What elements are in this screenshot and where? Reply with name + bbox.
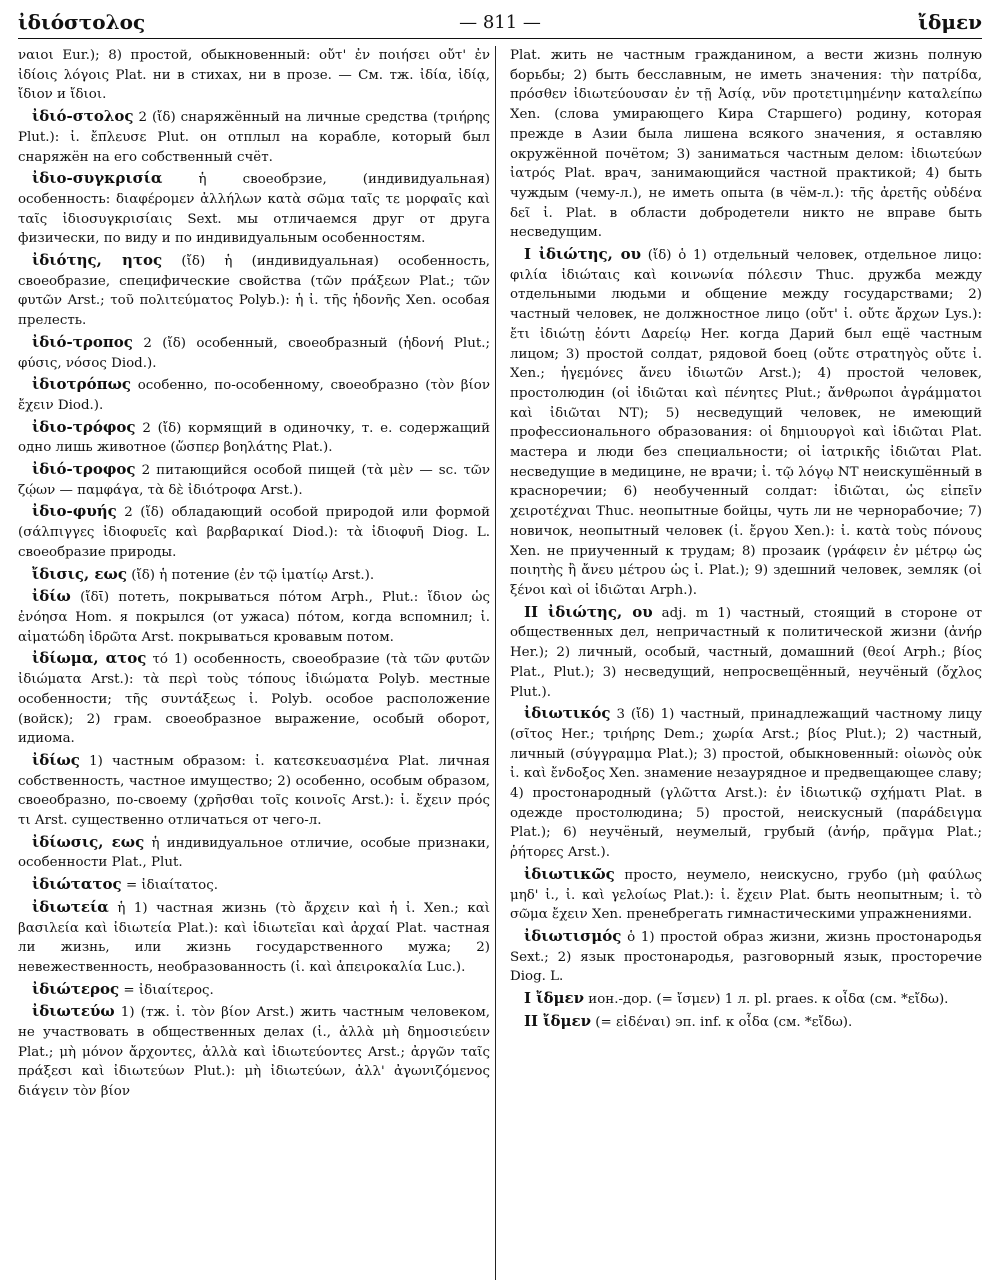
dictionary-entry (18, 980, 490, 1001)
dictionary-entry (510, 46, 982, 243)
dictionary-entry (18, 375, 490, 415)
entry-definition: ἡ индивидуальное отличие, особые признаки, особенности Plat., Plut. (18, 835, 490, 871)
left-column (18, 46, 490, 1280)
dictionary-entry (510, 603, 982, 703)
entry-definition: 3 (ἴδ) 1) частный, принадлежащий частному лицу (σῖτος Her.; τριήρης Dem.; χωρία Arst.; βίος Plut.); 2) частный, личный (σύγγραμμα Plat.); 3) простой, обыкновенный: οἰωνὸς οὐκ ἰ. καὶ ἔνδοξος Xen. знамение незаурядное и предвещающее славу; 4) простонародный (γλῶττα Arst.): ἐν ἰδιωτικῷ σχήματι Plat. в одежде простолюдина; 5) простой, неискусный (παράδειγμα Plat.); 6) неучёный, неумелый, грубый (ἀνήρ, πρᾶγμα Plat.; ῥήτορες Arst.). (510, 707, 982, 861)
entry-definition: (= εἰδέναι) эп. inf. к οἶδα (см. *εἴδω). (595, 1014, 853, 1030)
entry-headword: ἰδίωσις, εως (32, 832, 145, 851)
entry-headword: ἴδισις, εως (32, 564, 127, 583)
dictionary-entry (18, 875, 490, 896)
entry-headword: ἰδιότης, ητος (32, 251, 163, 270)
right-running-headword: ἴδμεν (918, 10, 982, 34)
dictionary-entry (18, 460, 490, 500)
entry-definition: 1) частным образом: ἰ. κατεσκευασμένα Plat. личная собственность, частное имущество; 2) особенно, особым образом, своеобразно, по-своему (χρῆσθαι τοῖς κοινοῖς Arst.): ἰ. ἔχειν πρός τι Arst. существенно отличаться от чего-л. (18, 753, 490, 829)
dictionary-entry (510, 704, 982, 863)
entry-headword: II ἰδιώτης, ου (524, 602, 653, 621)
entry-headword: ἰδιοτρόπως (32, 375, 131, 394)
entry-headword: ἰδιό-στολος (32, 107, 134, 126)
entry-headword: ἰδίωμα, ατος (32, 649, 147, 668)
entry-definition: (ἴδ) ἡ потение (ἐν τῷ ἱματίῳ Arst.). (131, 567, 375, 583)
entry-headword: ἰδίω (32, 587, 71, 606)
dictionary-entry (510, 927, 982, 987)
entry-definition: ион.-дор. (= ἴσμεν) 1 л. pl. praes. к οἶδα (см. *εἴδω). (588, 992, 949, 1008)
entry-headword: ἰδιωτικός (524, 704, 611, 723)
dictionary-entry (18, 251, 490, 331)
dictionary-entry (18, 418, 490, 458)
entry-headword: ἰδιώτερος (32, 979, 120, 998)
dictionary-entry (18, 833, 490, 873)
entry-definition: (ἴδ) ὁ 1) отдельный человек, отдельное лицо: φιλία ἰδιώταις καὶ κοινωνία πόλεσιν Thuc. дружба между отдельными людьми и общение между государствами; 2) частный человек, не должностное лицо (οὔτ' ἰ. οὔτε ἄρχων Lys.): ἔτι ἰδιώτῃ ἐόντι Δαρείῳ Her. когда Дарий был ещё частным лицом; 3) простой солдат, рядовой боец (οὔτε στρατηγὸς οὔτε ἰ. Xen.; ἡγεμόνες ἄνευ ἰδιωτῶν Arst.); 4) простой человек, простолюдин (οἱ ἰδιῶται καὶ πένητες Plut.; ἄνθρωποι ἀγράμματοι καὶ ἰδιῶται NT); 5) несведущий человек, не имеющий профессионального образования: οἱ δημιουργοὶ καὶ ἰδιῶται Plat. мастера и люди без специальности; οἱ ἰατρικῆς ἰδιῶται Plat. несведущие в медицине, не врачи; ἰ. τῷ λόγῳ NT неискушённый в красноречии; 6) необученный солдат: ἰδιῶται, ὡς εἰπεῖν χειροτέχναι Thuc. неопытные бойцы, чуть ли не чернорабочие; 7) новичок, неопытный человек (ἰ. ἔργου Xen.): ἰ. κατὰ τοὺς πόνους Xen. не приученный к трудам; 8) прозаик (γράφειν ἐν μέτρῳ ὡς ποιητὴς ἢ ἄνευ μέτρου ὡς ἰ. Plat.); 9) здешний человек, земляк (οἱ ξένοι καὶ οἱ ἰδιῶται Arph.). (510, 248, 982, 598)
entry-headword: ἰδιο-φυής (32, 502, 117, 521)
entry-definition: ἡ своеобрзие, (индивидуальная) особенность: διαφέρομεν ἀλλήλων κατὰ σῶμα ταῖς τε μορφαῖς καὶ ταῖς ἰδιοσυγκρισίαις Sext. мы отличаемся друг от друга физически, по виду и по индивидуальным особенностям. (18, 172, 490, 247)
dictionary-entry (18, 46, 490, 105)
dictionary-entry (18, 107, 490, 167)
entry-headword: ἰδιό-τροφος (32, 460, 136, 479)
entry-headword: ἰδίως (32, 750, 80, 769)
entry-definition: просто, неумело, неискусно, грубо (μὴ φαύλως μηδ' ἰ., ἰ. καὶ γελοίως Plat.): ἰ. ἔχειν Plat. быть неопытным; ἰ. τὸ σῶμα ἔχειν Xen. пренебрегать гимнастическими упражнениями. (510, 867, 982, 923)
dictionary-entry (18, 649, 490, 749)
entry-headword: ἰδιό-τροπος (32, 332, 133, 351)
entry-definition: 2 (ἴδ) кормящий в одиночку, т. е. содержащий одно лишь животное (ὥσπερ βοηλάτης Plat.). (18, 420, 490, 456)
entry-headword: ἰδιωτεία (32, 897, 109, 916)
entry-definition: 2 (ἴδ) снаряжённый на личные средства (τριήρης Plut.): ἰ. ἔπλευσε Plut. он отплыл на корабле, который был снаряжён на его собственный счёт. (18, 110, 490, 165)
entry-headword: II ἴδμεν (524, 1011, 592, 1030)
dictionary-entry (18, 751, 490, 831)
entry-headword: ἰδιωτισμός (524, 926, 622, 945)
entry-definition: ἡ 1) частная жизнь (τὸ ἄρχειν καὶ ἡ ἰ. Xen.; καὶ βασιλεία καὶ ἰδιωτεία Plat.): καὶ ἰδιωτεῖαι καὶ ἀρχαί Plat. частная ли жизнь, или жизнь государственного мужа; 2) невежественность, необразованность (ἰ. καὶ ἀπειροκαλία Luc.). (18, 900, 490, 975)
entry-definition: ὁ 1) простой образ жизни, жизнь простонародья Sext.; 2) язык простонародья, разговорный язык, просторечие Diog. L. (510, 929, 982, 985)
dictionary-entry (18, 502, 490, 562)
dictionary-entry (510, 245, 982, 601)
dictionary-entry (18, 587, 490, 647)
entry-definition: = ἰδιαίτερος. (123, 982, 214, 998)
dictionary-entry (510, 865, 982, 925)
entry-headword: ἰδιο-συγκρισία (32, 169, 163, 188)
entry-definition: Plat. жить не частным гражданином, а вести жизнь полную борьбы; 2) быть бесславным, не иметь значения: τὴν πατρίδα, πρόσθεν ἰδιωτεύουσαν ἐν τῇ Ἀσίᾳ, νῦν προτετιμημένην καταλείπω Xen. (слова умирающего Кира Старшего) родину, которая прежде в Азии была лишена всякого значения, я оставляю окружённой почётом; 3) заниматься частным делом: ἰδιωτεύων ἰατρός Plat. врач, занимающийся частной практикой; 4) быть чуждым (чему-л.), не иметь опыта (в чём-л.): τῆς ἀρετῆς οὐδένα δεῖ ἰ. Plat. в области добродетели никто не вправе быть несведущим. (510, 48, 982, 241)
dictionary-entry (510, 1012, 982, 1033)
entry-headword: I ἴδμεν (524, 989, 585, 1008)
entry-definition: = ἰδιαίτατος. (125, 878, 218, 894)
dictionary-entry (18, 1002, 490, 1102)
page-header (18, 8, 982, 39)
dictionary-entry (18, 169, 490, 249)
entry-definition: adj. m 1) частный, стоящий в стороне от общественных дел, непричастный к политической жизни (ἀνήρ Her.); 2) личный, особый, частный, домашний (θεοί Arph.; βίος Plat., Plut.); 3) несведущий, непросвещённый, неучёный (ὄχλος Plut.). (510, 605, 982, 700)
dictionary-entry (18, 565, 490, 586)
dictionary-entry (510, 989, 982, 1010)
entry-definition: τό 1) особенность, своеобразие (τὰ τῶν φυτῶν ἰδιώματα Arst.): τὰ περὶ τοὺς τόπους ἰδιώματα Polyb. местные особенности; τῆς συντάξεως ἰ. Polyb. особое расположение (войск); 2) грам. своеобразное выражение, особый оборот, идиома. (18, 652, 490, 747)
entry-headword: ἰδιωτεύω (32, 1002, 115, 1021)
right-column (510, 46, 982, 1280)
entry-definition: (ἴδ) ἡ (индивидуальная) особенность, своеобразие, специфические свойства (τῶν πράξεων Plat.; τῶν φυτῶν Arst.; τοῦ πολιτεύματος Polyb.): ἡ ἰ. τῆς ἡδονῆς Xen. особая прелесть. (18, 254, 490, 329)
column-divider (495, 46, 496, 1280)
page-number: — 811 — (459, 12, 541, 33)
entry-headword: I ἰδιώτης, ου (524, 245, 641, 264)
left-running-headword: ἰδιόστολος (18, 10, 146, 34)
entry-definition: 2 питающийся особой пищей (τὰ μὲν — sc. τῶν ζῴων — παμφάγα, τὰ δὲ ἰδιότροφα Arst.). (18, 463, 490, 498)
entry-definition: 2 (ἴδ) особенный, своеобразный (ἡδονή Plut.; φύσις, νόσος Diod.). (18, 335, 490, 371)
entry-headword: ἰδιώτατος (32, 875, 122, 894)
entry-definition: 2 (ἴδ) обладающий особой природой или формой (σάλπιγγες ἰδιοφυεῖς καὶ βαρβαρικαί Diod.): τὰ ἰδιοφυῆ Diog. L. своеобразие природы. (18, 505, 490, 560)
entry-definition: ναιοι Eur.); 8) простой, обыкновенный: οὔτ' ἐν ποιήσει οὔτ' ἐν ἰδίοις λόγοις Plat. ни в стихах, ни в прозе. — См. тж. ἰδία, ἰδίᾳ, ἴδιον и ἴδιοι. (18, 48, 490, 103)
entry-definition: особенно, по-особенному, своеобразно (τὸν βίον ἔχειν Diod.). (18, 378, 490, 413)
entry-headword: ἰδιο-τρόφος (32, 417, 136, 436)
dictionary-entry (18, 898, 490, 978)
entry-definition: (ἴδῑ) потеть, покрываться пóтом Arph., Plut.: ἴδιον ὡς ἐνόησα Hom. я покрылся (от ужаса) пóтом, когда вспомнил; ἰ. αἱματώδη ἱδρῶτα Arst. покрываться кровавым потом. (18, 590, 490, 645)
entry-headword: ἰδιωτικῶς (524, 864, 615, 883)
dictionary-entry (18, 333, 490, 373)
entry-definition: 1) (тж. ἰ. τὸν βίον Arst.) жить частным человеком, не участвовать в общественных делах (ἰ., ἀλλὰ μὴ δημοσιεύειν Plat.; μὴ μόνον ἄρχοντες, ἀλλὰ καὶ ἰδιωτεύοντες Arst.; ἀργῶν ταῖς πράξεσι καὶ ἰδιωτεύων Plut.): μὴ ἰδιωτεύων, ἀλλ' ἀγωνιζόμενος διάγειν τὸν βίον (18, 1005, 490, 1100)
